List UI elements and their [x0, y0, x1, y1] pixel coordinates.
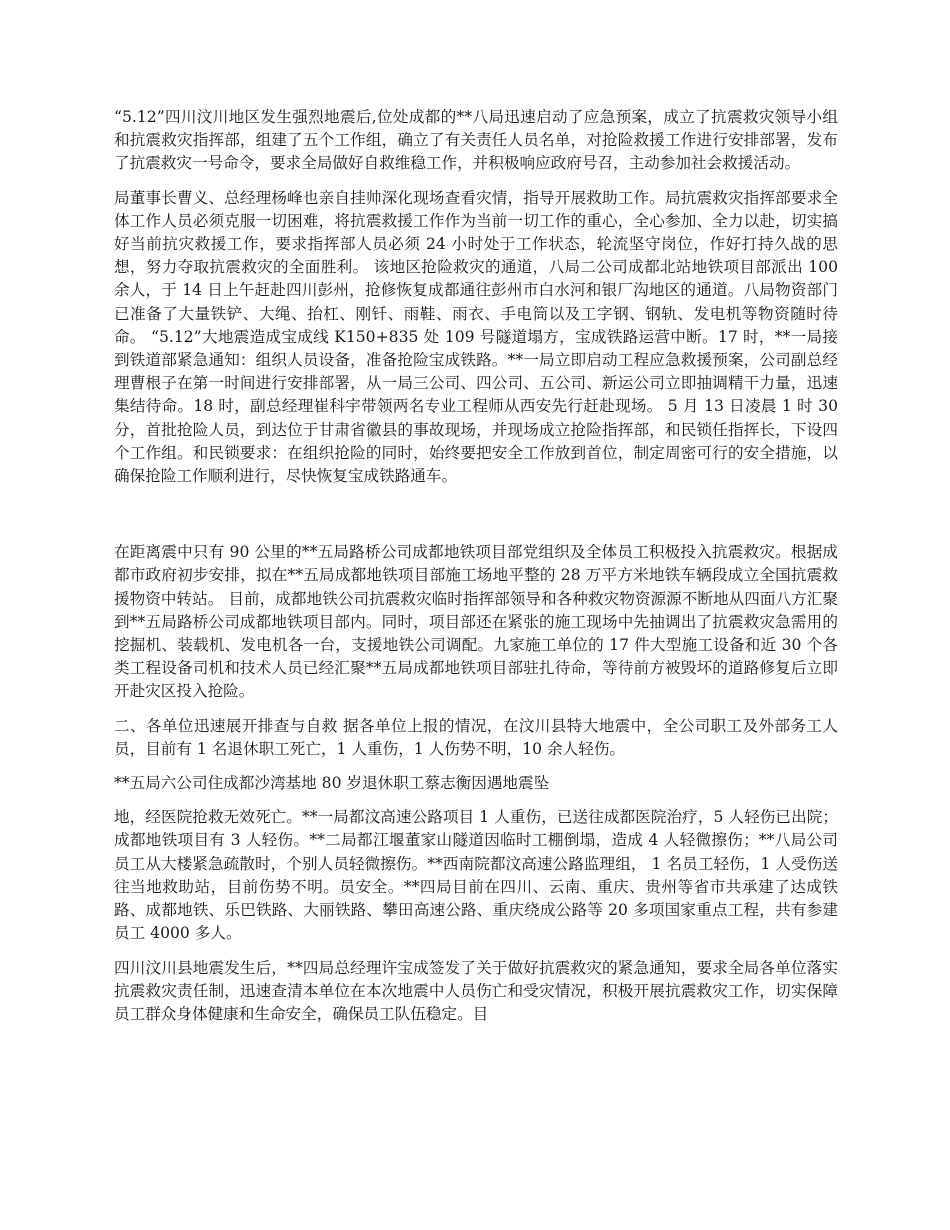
- section-gap: [114, 499, 838, 541]
- paragraph-5: **五局六公司住成都沙湾基地 80 岁退休职工蔡志衡因遇地震坠: [114, 774, 550, 793]
- paragraph-3: 在距离震中只有 90 公里的**五局路桥公司成都地铁项目部党组织及全体员工积极投入抗震救灾。根据成都市政府初步安排，拟在**五局成都地铁项目部施工场地平整的 28 万平方米地铁车辆段成立全国抗震救援物资中转站。 目前，成都地铁公司抗震救灾临时指挥部领导和各种救灾物资源源不断地从四面八方汇聚到**五局路桥公司成都地铁项目部内。同时，项目部还在紧张的施工现场中先抽调出了抗震救灾急需用的挖掘机、装载机、发电机各一台，支援地铁公司调配。九家施工单位的 17 件大型施工设备和近 30 个各类工程设备司机和技术人员已经汇聚**五局成都地铁项目部驻扎待命，等待前方被毁坏的道路修复后立即开赴灾区投入抢险。: [114, 543, 838, 701]
- paragraph-2: 局董事长曹义、总经理杨峰也亲自挂帅深化现场查看灾情，指导开展救助工作。局抗震救灾指挥部要求全体工作人员必须克服一切困难，将抗震救援工作作为当前一切工作的重心，全心参加、全力以赴，切实搞好当前抗灾救援工作，要求指挥部人员必须 24 小时处于工作状态，轮流坚守岗位，作好打持久战的思想，努力夺取抗震救灾的全面胜利。 该地区抢险救灾的通道，八局二公司成都北站地铁项目部派出 100 余人，于 14 日上午赶赴四川彭州，抢修恢复成都通往彭州市白水河和银厂沟地区的通道。八局物资部门已准备了大量铁铲、大绳、抬杠、刚钎、雨鞋、雨衣、手电筒以及工字钢、钢轨、发电机等物资随时待命。 “5.12”大地震造成宝成线 K150+835 处 109 号隧道塌方，宝成铁路运营中断。17 时，**一局接到铁道部紧急通知：组织人员设备，准备抢险宝成铁路。**一局立即启动工程应急救援预案，公司副总经理曹根子在第一时间进行安排部署，从一局三公司、四公司、五公司、新运公司立即抽调精干力量，迅速集结待命。18 时，副总经理崔科宇带领两名专业工程师从西安先行赶赴现场。 5 月 13 日凌晨 1 时 30 分，首批抢险人员，到达位于甘肃省徽县的事故现场，并现场成立抢险指挥部，和民锁任指挥长，下设四个工作组。和民锁要求：在组织抢险的同时，始终要把安全工作放到首位，制定周密可行的安全措施，以确保抢险工作顺利进行，尽快恢复宝成铁路通车。: [114, 188, 838, 486]
- paragraph-4: 二、各单位迅速展开排查与自救 据各单位上报的情况，在汶川县特大地震中，全公司职工及外部务工人员，目前有 1 名退休职工死亡，1 人重伤，1 人伤势不明，10 余人轻伤。: [114, 716, 838, 758]
- paragraph-7: 四川汶川县地震发生后，**四局总经理许宝成签发了关于做好抗震救灾的紧急通知，要求全局各单位落实抗震救灾责任制，迅速查清本单位在本次地震中人员伤亡和受灾情况，积极开展抗震救灾工作，切实保障员工群众身体健康和生命安全，确保员工队伍稳定。目: [114, 958, 838, 1023]
- paragraph-6: 地，经医院抢救无效死亡。**一局都汶高速公路项目 1 人重伤，已送往成都医院治疗，5 人轻伤已出院；成都地铁项目有 3 人轻伤。**二局都江堰董家山隧道因临时工棚倒塌，造成 4 人轻微擦伤；**八局公司员工从大楼紧急疏散时，个别人员轻微擦伤。**西南院都汶高速公路监理组， 1 名员工轻伤，1 人受伤送往当地救助站，目前伤势不明。员安全。**四局目前在四川、云南、重庆、贵州等省市共承建了达成铁路、成都地铁、乐巴铁路、大丽铁路、攀田高速公路、重庆绕成公路等 20 多项国家重点工程，共有参建员工 4000 多人。: [114, 808, 838, 943]
- paragraph-1: “5.12”四川汶川地区发生强烈地震后,位处成都的**八局迅速启动了应急预案，成立了抗震救灾领导小组和抗震救灾指挥部，组建了五个工作组，确立了有关责任人员名单，对抢险救援工作进行安排部署，发布了抗震救灾一号命令，要求全局做好自救维稳工作，并积极响应政府号召，主动参加社会救援活动。: [114, 108, 838, 173]
